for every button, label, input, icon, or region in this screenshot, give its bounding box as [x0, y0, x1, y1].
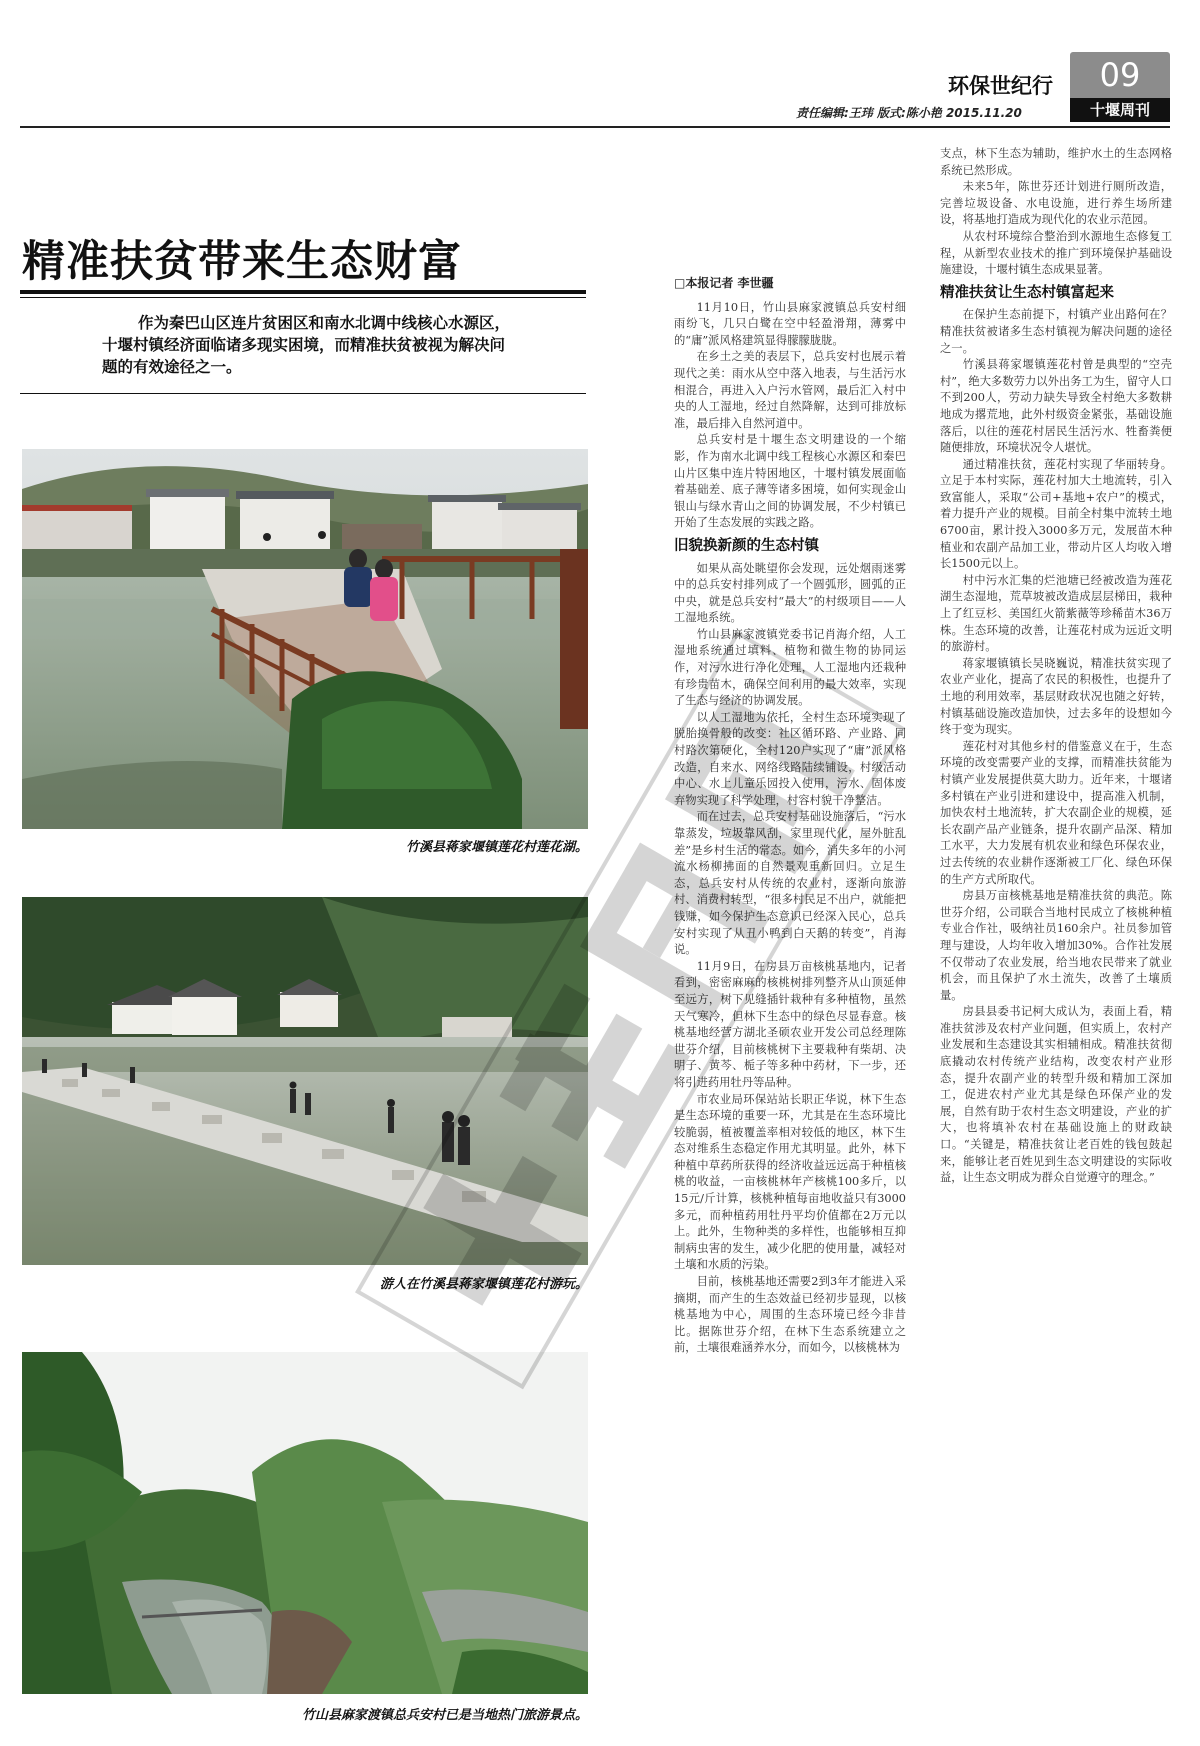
article-paragraph: 房县万亩核桃基地是精准扶贫的典范。陈世芬介绍，公司联合当地村民成立了核桃种植专业合作社，吸纳社员160余户。社员参加管理与建设，人均年收入增加30%。合作社发展不仅带动了农业发展，给当地农民带来了就业机会，而且保护了水土流失，改善了土壤质量。 [940, 889, 1172, 1002]
article-lede: 作为秦巴山区连片贫困区和南水北调中线核心水源区，十堰村镇经济面临诸多现实困境，而精准扶贫被视为解决问题的有效途径之一。 [102, 314, 511, 376]
article-paragraph: 11月9日，在房县万亩核桃基地内，记者看到，密密麻麻的核桃树排列整齐从山顶延伸至远方，树下见缝插针栽种有多种植物，虽然天气寒冷，但林下生态中的绿色尽显春意。核桃基地经营方湖北圣硕农业开发公司总经理陈世芬介绍，目前核桃树下主要栽种有柴胡、决明子、黄芩、栀子等多种中药材，下一步，还将引进药用牡丹等品种。 [674, 959, 906, 1089]
article-headline: 精准扶贫带来生态财富 [22, 237, 462, 287]
photo-stepping-stones [22, 897, 588, 1265]
article-paragraph: 在保护生态前提下，村镇产业出路何在？精准扶贫被诸多生态村镇视为解决问题的途径之一。 [940, 308, 1172, 355]
article-paragraph: 而在过去，总兵安村基础设施落后，“污水靠蒸发，垃圾靠风刮，家里现代化，屋外脏乱差”是乡村生活的常态。如今，消失多年的小河流水杨柳拂面的自然景观重新回归。立足生态，总兵安村从传统的农业村，逐渐向旅游村、消费村转型，“很多村民足不出户，就能把钱赚，如今保护生态意识已经深入民心，总兵安村实现了从丑小鸭到白天鹅的转变”，肖海说。 [674, 810, 906, 957]
article-column-2 [940, 146, 1172, 1187]
article-column-1 [674, 275, 906, 1357]
photo-lotus-lake-image [22, 449, 588, 829]
headline-rule-thin [20, 297, 586, 298]
article-paragraph: 支点，林下生态为辅助，维护水土的生态网格系统已然形成。 [940, 147, 1172, 177]
lede-rule [20, 393, 586, 394]
article-paragraph: 11月10日，竹山县麻家渡镇总兵安村细雨纷飞，几只白鹭在空中轻盈滑翔，薄雾中的“庸”派风格建筑显得朦朦胧胧。 [674, 300, 906, 347]
article-paragraph: 市农业局环保站站长职正华说，林下生态是生态环境的重要一环，尤其是在生态环境比较脆弱，植被覆盖率相对较低的地区，林下生态对维系生态稳定作用尤其明显。此外，林下种植中草药所获得的经济收益远远高于种植核桃的收益，一亩核桃林年产核桃100多斤，以15元/斤计算，核桃种植每亩地收益只有3000多元，而种植药用牡丹平均价值都在2万元以上。此外，生物种类的多样性，也能够相互抑制病虫害的发生，减少化肥的使用量，减轻对土壤和水质的污染。 [674, 1092, 906, 1272]
photo-stepping-stones-image [22, 897, 588, 1265]
article-paragraph: 蒋家堰镇镇长吴晓巍说，精准扶贫实现了农业产业化，提高了农民的积极性，也提升了土地的利用效率，基层财政状况也随之好转，村镇基础设施改造加快，过去多年的设想如今终于变为现实。 [940, 656, 1172, 737]
article-paragraph: 目前，核桃基地还需要2到3年才能进入采摘期，而产生的生态效益已经初步显现，以核桃基地为中心，周围的生态环境已经今非昔比。据陈世芬介绍，在林下生态系统建立之前，土壤很难涵养水分，而如今，以核桃林为 [674, 1275, 906, 1355]
photo-caption-2: 游人在竹溪县蒋家堰镇莲花村游玩。 [379, 1277, 588, 1292]
article-byline: □本报记者 李世疆 [674, 276, 774, 290]
article-paragraph: 从农村环境综合整治到水源地生态修复工程，从新型农业技术的推广到环境保护基础设施建设，十堰村镇生态成果显著。 [940, 229, 1172, 277]
photo-river-valley [22, 1352, 588, 1694]
article-paragraph: 通过精准扶贫，莲花村实现了华丽转身。立足于本村实际，莲花村加大土地流转，引入致富能人，采取“公司+基地+农户”的模式，着力提升产业的规模。目前全村集中流转土地6700亩，累计投入3000多万元，发展苗木种植业和农副产品加工业，带动片区人均收入增长1500元以上。 [940, 457, 1172, 571]
photo-caption-1: 竹溪县蒋家堰镇莲花村莲花湖。 [405, 840, 588, 855]
photo-lotus-lake [22, 449, 588, 829]
headline-rule-thick [20, 290, 586, 294]
header-rule [20, 126, 1170, 128]
article-paragraph: 村中污水汇集的烂池塘已经被改造为莲花湖生态湿地，荒草坡被改造成层层梯田，栽种上了红豆杉、美国红火箭紫薇等珍稀苗木36万株。生态环境的改善，让莲花村成为远近文明的旅游村。 [940, 573, 1172, 654]
photo-caption-3: 竹山县麻家渡镇总兵安村已是当地热门旅游景点。 [301, 1708, 588, 1723]
article-paragraph: 竹山县麻家渡镇党委书记肖海介绍，人工湿地系统通过填料、植物和微生物的协同运作，对污水进行净化处理，人工湿地内还栽种有珍贵苗木，确保空间利用的最大效率，实现了生态与经济的协调发展。 [674, 627, 906, 708]
article-paragraph: 莲花村对其他乡村的借鉴意义在于，生态环境的改变需要产业的支撑，而精准扶贫能为村镇产业发展提供莫大助力。近年来，十堰诸多村镇在产业引进和建设中，提高准入机制，加快农村土地流转，扩大农副企业的规模，延长农副产品产业链条，提升农副产品深、精加工水平，大力发展有机农业和绿色环保农业，过去传统的农业耕作逐渐被工厂化、绿色环保的生产方式所取代。 [940, 739, 1172, 886]
article-subhead: 旧貌换新颜的生态村镇 [674, 537, 819, 554]
article-subhead: 精准扶贫让生态村镇富起来 [940, 284, 1114, 301]
article-paragraph: 总兵安村是十堰生态文明建设的一个缩影，作为南水北调中线工程核心水源区和秦巴山片区集中连片特困地区，十堰村镇发展面临着基础差、底子薄等诸多困境，如何实现金山银山与绿水青山之间的协调发展，不少村镇已开始了生态发展的实践之路。 [674, 433, 906, 530]
article-paragraph: 竹溪县蒋家堰镇莲花村曾是典型的“空壳村”，绝大多数劳力以外出务工为生，留守人口不到200人，劳动力缺失导致全村绝大多数耕地成为撂荒地，此外村级资金紧张，基础设施落后，以往的莲花村居民生活污水、牲畜粪便随便排放，环境状况令人堪忧。 [940, 358, 1172, 455]
column-name: 环保世纪行 [948, 74, 1053, 98]
article-paragraph: 如果从高处眺望你会发现，远处烟雨迷雾中的总兵安村排列成了一个圆弧形，圆弧的正中央，就是总兵安村“最大”的村级项目——人工湿地系统。 [674, 561, 906, 625]
article-paragraph: 未来5年，陈世芬还计划进行厕所改造，完善垃圾设备、水电设施，进行养生场所建设，将基地打造成为现代化的农业示范园。 [940, 180, 1172, 227]
publication-name: 十堰周刊 [1070, 98, 1170, 122]
page-number: 09 [1070, 52, 1170, 98]
article-paragraph: 以人工湿地为依托，全村生态环境实现了脱胎换骨般的改变：社区循环路、产业路、同村路次第硬化，全村120户实现了“庸”派风格改造，自来水、网络线路陆续铺设，村级活动中心、水上儿童乐园投入使用，污水、固体废弃物实现了科学处理，村容村貌干净整洁。 [674, 710, 906, 807]
editor-credits: 责任编辑:王玮 版式:陈小艳 2015.11.20 [796, 106, 1022, 120]
article-paragraph: 房县县委书记柯大成认为，表面上看，精准扶贫涉及农村产业问题，但实质上，农村产业发展和生态建设其实相辅相成。精准扶贫彻底撬动农村传统产业结构，改变农村产业形态，提升农副产业的转型升级和精加工深加工，促进农村产业尤其是绿色环保产业的发展，自然有助于农村生态文明建设，产业的扩大，也将填补农村在基础设施上的财政缺口。“关键是，精准扶贫让老百姓的钱包鼓起来，能够让老百姓见到生态文明建设的实际收益，让生态文明成为群众自觉遵守的理念。” [940, 1005, 1172, 1185]
article-paragraph: 在乡土之美的表层下，总兵安村也展示着现代之美：雨水从空中落入地表，与生活污水相混合，再进入入户污水管网，最后汇入村中央的人工湿地，经过自然降解，达到可排放标准，最后排入自然河道中。 [674, 350, 906, 430]
photo-river-valley-image [22, 1352, 588, 1694]
